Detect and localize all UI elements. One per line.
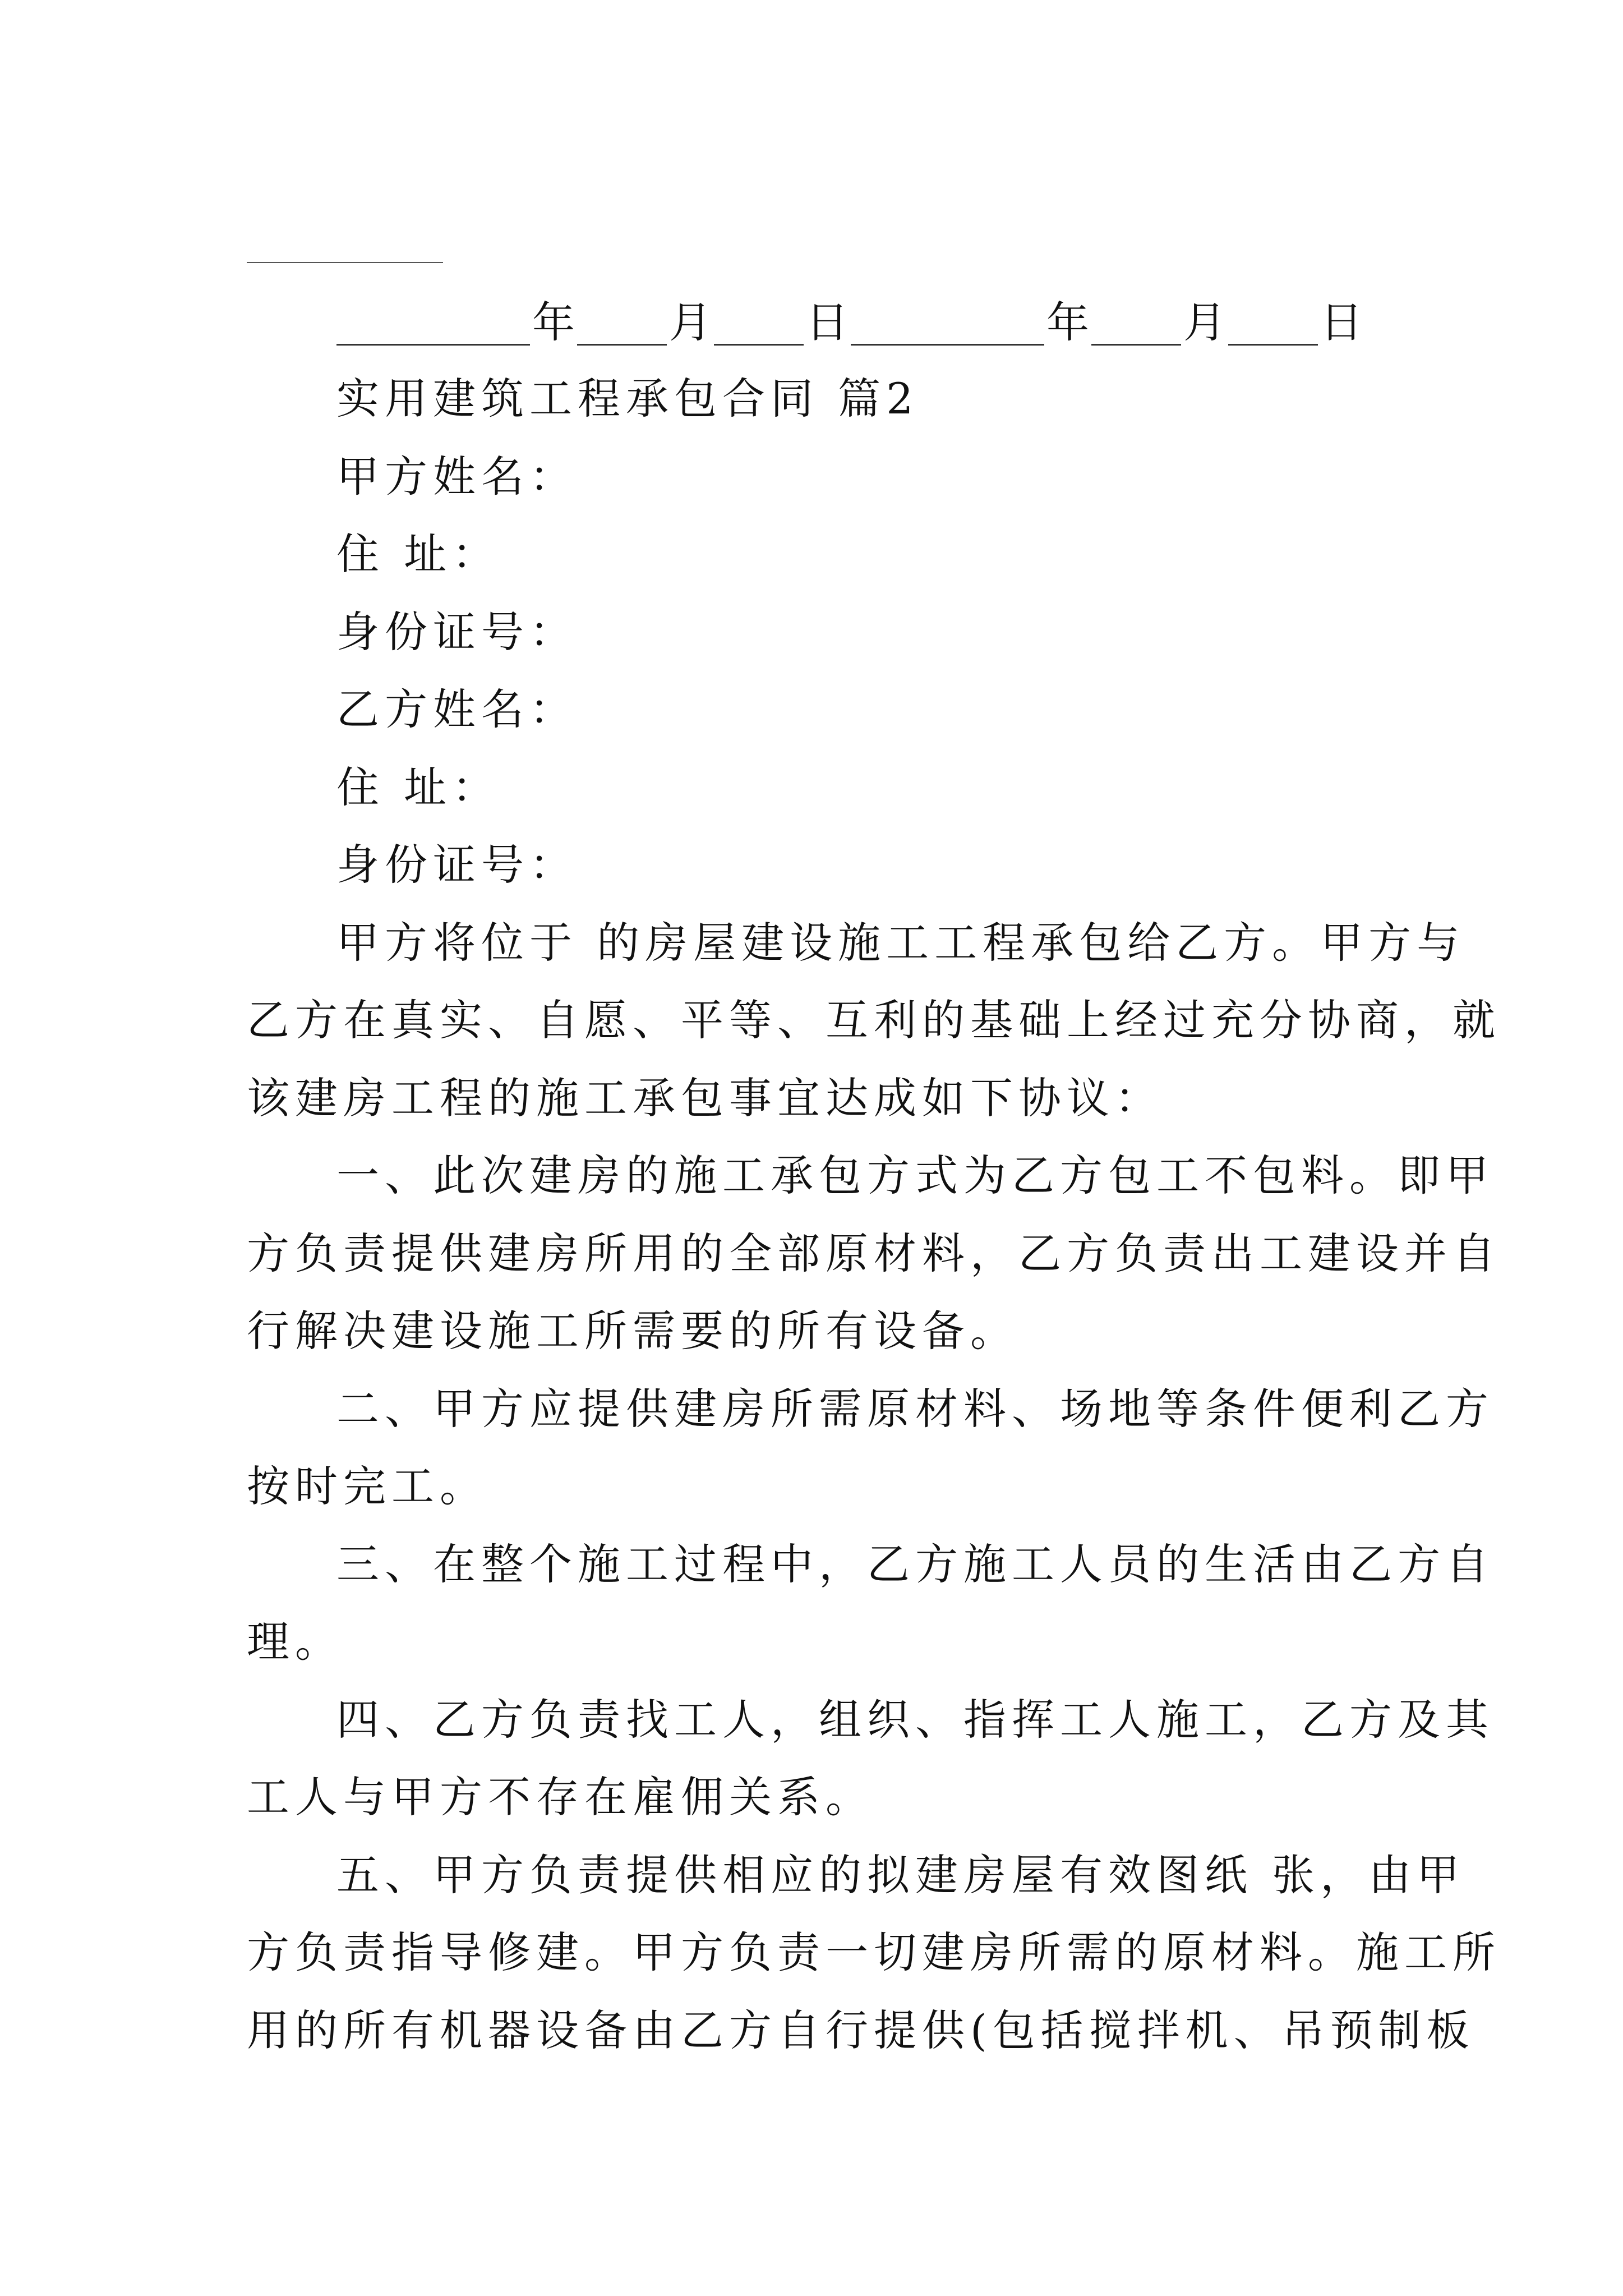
clause-3-line: 理。	[247, 1617, 343, 1667]
clause-5-line: 用的所有机器设备由乙方自行提供(包括搅拌机、吊预制板	[247, 2005, 1475, 2055]
body-line: 该建房工程的施工承包事宜达成如下协议：	[247, 1073, 1163, 1123]
year-blank-2	[851, 292, 1044, 346]
clause-4-line: 工人与甲方不存在雇佣关系。	[247, 1772, 874, 1822]
clause-1-line: 一、此次建房的施工承包方式为乙方包工不包料。即甲	[336, 1151, 1494, 1200]
day-label-1: 日	[806, 297, 849, 347]
party-a-name-field: 甲方姓名：	[336, 452, 578, 501]
year-label-2: 年	[1046, 297, 1089, 347]
clause-4-line: 四、乙方负责找工人，组织、指挥工人施工，乙方及其	[336, 1695, 1494, 1745]
signature-rule	[247, 262, 443, 263]
clause-5-line: 五、甲方负责提供相应的拟建房屋有效图纸 张，由甲	[336, 1850, 1465, 1900]
party-b-name-field: 乙方姓名：	[336, 684, 578, 734]
day-blank-2	[1228, 292, 1318, 346]
year-label-1: 年	[532, 297, 575, 347]
clause-1-line: 方负责提供建房所用的全部原材料，乙方负责出工建设并自	[247, 1228, 1501, 1278]
clause-2-line: 按时完工。	[247, 1461, 488, 1511]
body-line: 乙方在真实、自愿、平等、互利的基础上经过充分协商，就	[247, 995, 1501, 1045]
month-blank-1	[577, 292, 667, 346]
party-a-id-field: 身份证号：	[336, 607, 578, 657]
clause-3-line: 三、在整个施工过程中，乙方施工人员的生活由乙方自	[336, 1539, 1494, 1589]
month-blank-2	[1091, 292, 1181, 346]
document-title: 实用建筑工程承包合同 篇2	[336, 374, 919, 424]
party-b-address-field: 住 址：	[336, 762, 501, 812]
day-blank-1	[714, 292, 804, 346]
party-a-address-field: 住 址：	[336, 529, 501, 579]
party-b-id-field: 身份证号：	[336, 840, 578, 890]
body-line: 甲方将位于 的房屋建设施工工程承包给乙方。甲方与	[336, 918, 1465, 968]
date-line	[336, 284, 1365, 361]
clause-2-line: 二、甲方应提供建房所需原材料、场地等条件便利乙方	[336, 1384, 1494, 1434]
month-label-2: 月	[1183, 297, 1226, 347]
clause-5-line: 方负责指导修建。甲方负责一切建房所需的原材料。施工所	[247, 1927, 1501, 1977]
year-blank-1	[336, 292, 530, 346]
clause-1-line: 行解决建设施工所需要的所有设备。	[247, 1306, 1018, 1356]
day-label-2: 日	[1320, 297, 1363, 347]
month-label-1: 月	[669, 297, 712, 347]
